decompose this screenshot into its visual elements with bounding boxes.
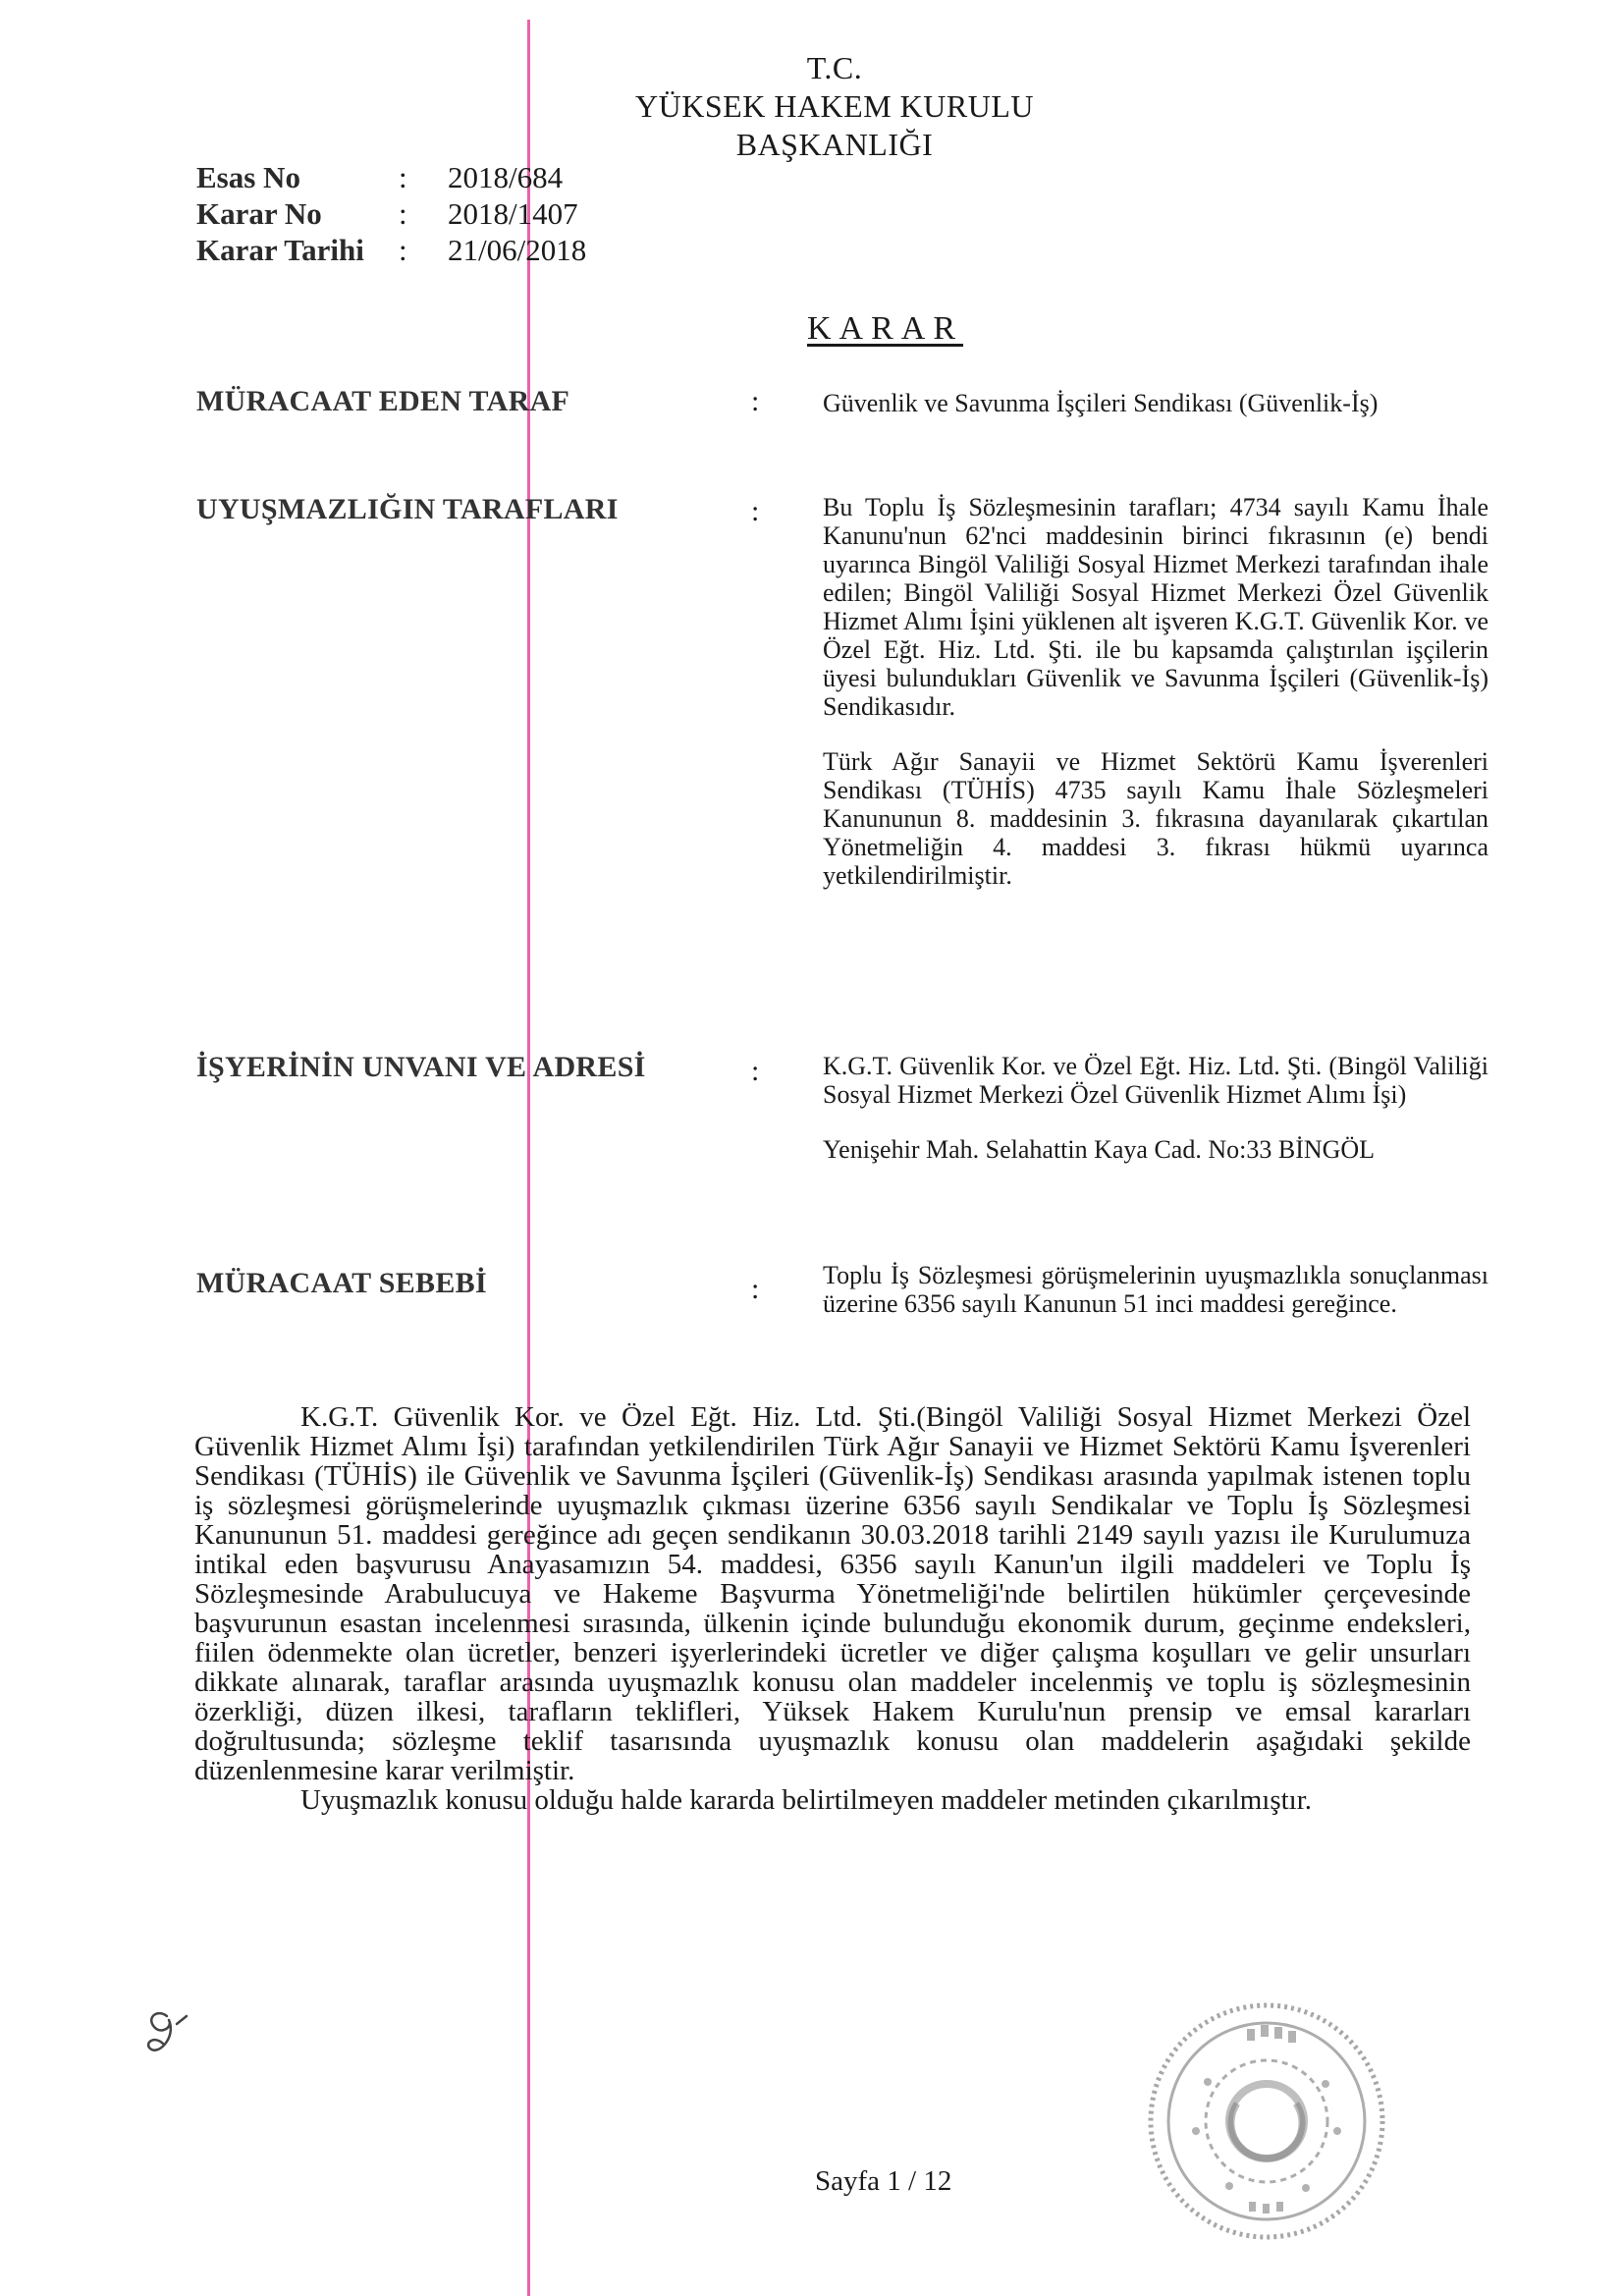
body-paragraph: Uyuşmazlık konusu olduğu halde kararda belirtilmeyen maddeler metinden çıkarılmıştır.: [300, 1784, 1313, 1816]
section-paragraph: Bu Toplu İş Sözleşmesinin tarafları; 4734 sayılı Kamu İhale Kanunu'nun 62'nci maddesinin birinci fıkrasının (e) bendi uyarınca Bingöl Valiliği Sosyal Hizmet Merkezi tarafından ihale edilen; Bingöl Valiliği Sosyal Hizmet Merkezi Özel Güvenlik Hizmet Alımı İşini yüklenen alt işveren K.G.T. Güvenlik Kor. ve Özel Eğt. Hiz. Ltd. Şti. ile bu kapsamda çalıştırılan işçilerin üyesi bulundukları Güvenlik ve Savunma İşçileri (Güvenlik-İş) Sendikasıdır.: [823, 493, 1488, 721]
section-label-parties: UYUŞMAZLIĞIN TARAFLARI: [196, 493, 619, 525]
handwritten-initial-icon: [128, 1998, 206, 2077]
header-line-3: BAŞKANLIĞI: [735, 127, 934, 162]
case-meta: [196, 159, 586, 268]
body-paragraph: K.G.T. Güvenlik Kor. ve Özel Eğt. Hiz. Ltd. Şti.(Bingöl Valiliği Sosyal Hizmet Merkezi Özel Güvenlik Hizmet Alımı İşi) tarafından yetkilendirilen Türk Ağır Sanayii ve Hizmet Sektörü Kamu İşverenleri Sendikası (TÜHİS) ile Güvenlik ve Savunma İşçileri (Güvenlik-İş) Sendikası arasında yapılmak istenen toplu iş sözleşmesi görüşmelerinde uyuşmazlık çıkması üzerine 6356 sayılı Sendikalar ve Toplu İş Sözleşmesi Kanununun 51. maddesi gereğince adı geçen sendikanın 30.03.2018 tarihli 2149 sayılı yazısı ile Kurulumuza intikal eden başvurusu Anayasamızın 54. maddesi, 6356 sayılı Kanun'un ilgili maddeleri ve Toplu İş Sözleşmesinde Arabulucuya ve Hakeme Başvurma Yönetmeliği'nde belirtilen hükümler çerçevesinde başvurunun esastan incelenmesi sırasında, ülkenin içinde bulunduğu ekonomik durum, geçinme endeksleri, fiilen ödenmekte olan ücretler, benzeri işyerlerindeki ücretler ve diğer çalışma koşulları ve gelir unsurları dikkate alınarak, taraflar arasında uyuşmazlık konusu olan maddeler incelenmiş ve toplu iş sözleşmesinin özerkliği, düzen ilkesi, tarafların teklifleri, Yüksek Hakem Kurulu'nun prensip ve emsal kararları doğrultusunda; sözleşme teklif tasarısında uyuşmazlık konusu olan maddelerin aşağıdaki şekilde düzenlenmesine karar verilmiştir.: [194, 1401, 1471, 1786]
document-header: [550, 49, 1119, 164]
meta-colon: :: [399, 233, 407, 267]
meta-value: 2018/1407: [448, 196, 578, 231]
section-text-parties: [823, 493, 1488, 890]
page-number: Sayfa 1 / 12: [815, 2165, 952, 2197]
meta-row-esas: [196, 159, 586, 195]
meta-label: Karar No: [196, 196, 322, 231]
meta-row-karar: [196, 195, 586, 232]
decision-body: [194, 1402, 1471, 1815]
official-stamp-icon: [1139, 1994, 1394, 2249]
section-paragraph: Toplu İş Sözleşmesi görüşmelerinin uyuşmazlıkla sonuçlanması üzerine 6356 sayılı Kanunun 51 inci maddesi gereğince.: [823, 1261, 1488, 1318]
section-label-workplace: İŞYERİNİN UNVANI VE ADRESİ: [196, 1051, 646, 1083]
section-paragraph: Güvenlik ve Savunma İşçileri Sendikası (Güvenlik-İş): [823, 389, 1379, 417]
meta-colon: :: [399, 160, 407, 194]
section-paragraph: Türk Ağır Sanayii ve Hizmet Sektörü Kamu İşverenleri Sendikası (TÜHİS) 4735 sayılı Kamu İhale Sözleşmeleri Kanununun 8. maddesinin 3. fıkrasına dayanılarak çıkartılan Yönetmeliğin 4. maddesi 3. fıkrası hükmü uyarınca yetkilendirilmiştir.: [823, 747, 1488, 890]
margin-line: [527, 20, 530, 2296]
section-colon: :: [751, 495, 760, 527]
meta-label: Esas No: [196, 160, 300, 194]
header-line-2: YÜKSEK HAKEM KURULU: [635, 88, 1034, 124]
section-paragraph: K.G.T. Güvenlik Kor. ve Özel Eğt. Hiz. Ltd. Şti. (Bingöl Valiliği Sosyal Hizmet Merkezi Özel Güvenlik Hizmet Alımı İşi): [823, 1052, 1488, 1109]
meta-label: Karar Tarihi: [196, 233, 364, 267]
section-colon: :: [751, 385, 760, 417]
meta-value: 2018/684: [448, 160, 564, 194]
section-colon: :: [751, 1273, 760, 1305]
section-label-applicant: MÜRACAAT EDEN TARAF: [196, 385, 570, 417]
meta-value: 21/06/2018: [448, 233, 587, 267]
section-label-reason: MÜRACAAT SEBEBİ: [196, 1267, 487, 1299]
meta-colon: :: [399, 196, 407, 231]
section-text-workplace: [823, 1052, 1488, 1164]
section-text-reason: [823, 1261, 1488, 1318]
document-title: KARAR: [807, 310, 964, 347]
meta-row-tarih: [196, 232, 586, 268]
section-colon: :: [751, 1055, 760, 1087]
header-line-1: T.C.: [806, 50, 863, 85]
section-paragraph: Yenişehir Mah. Selahattin Kaya Cad. No:33 BİNGÖL: [823, 1135, 1376, 1164]
section-text-applicant: [823, 389, 1488, 417]
